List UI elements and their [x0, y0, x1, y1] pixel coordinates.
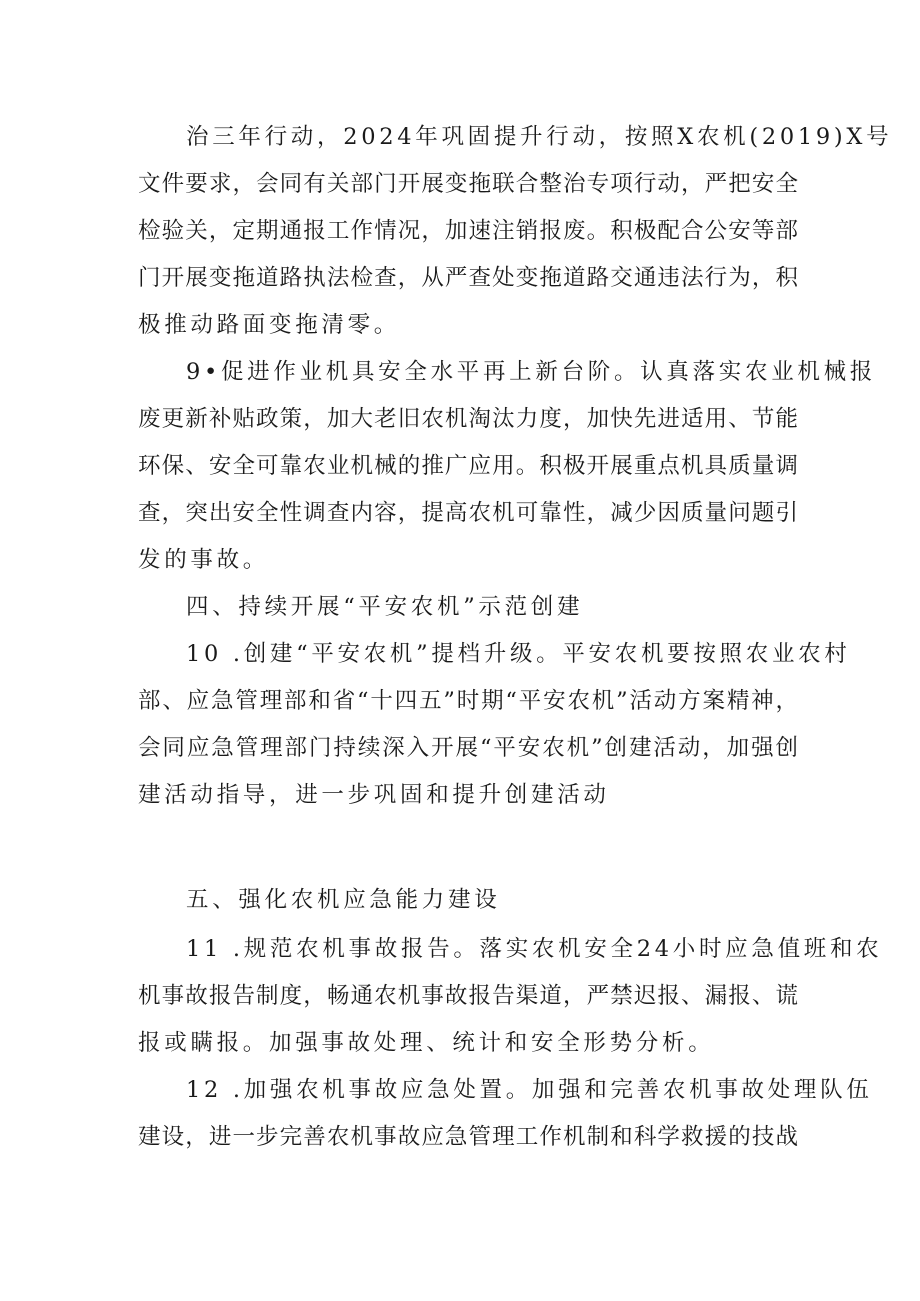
paragraph-line: 9•促进作业机具安全水平再上新台阶。认真落实农业机械报 [186, 359, 876, 385]
paragraph-line: 治三年行动，2024年巩固提升行动，按照X农机(2019)X号 [186, 124, 893, 150]
paragraph-line: 建设，进一步完善农机事故应急管理工作机制和科学救援的技战 [138, 1124, 798, 1150]
section-heading: 五、强化农机应急能力建设 [186, 887, 501, 913]
paragraph-line: 会同应急管理部门持续深入开展“平安农机”创建活动，加强创 [138, 735, 798, 761]
paragraph-line: 发的事故。 [138, 547, 270, 573]
paragraph-line: 环保、安全可靠农业机械的推广应用。积极开展重点机具质量调 [138, 453, 798, 479]
paragraph-line: 部、应急管理部和省“十四五”时期“平安农机”活动方案精神， [138, 688, 798, 714]
paragraph-line: 11 .规范农机事故报告。落实农机安全24小时应急值班和农 [186, 936, 883, 962]
paragraph-line: 极推动路面变拖清零。 [138, 312, 401, 338]
paragraph-line: 废更新补贴政策，加大老旧农机淘汰力度，加快先进适用、节能 [138, 406, 798, 432]
paragraph-line: 门开展变拖道路执法检查，从严查处变拖道路交通违法行为，积 [138, 265, 798, 291]
paragraph-line: 建活动指导，进一步巩固和提升创建活动 [138, 782, 610, 808]
paragraph-line: 查，突出安全性调查内容，提高农机可靠性，减少因质量问题引 [138, 500, 798, 526]
paragraph-line: 报或瞒报。加强事故处理、统计和安全形势分析。 [138, 1030, 715, 1056]
paragraph-line: 文件要求，会同有关部门开展变拖联合整治专项行动，严把安全 [138, 171, 798, 197]
paragraph-line: 检验关，定期通报工作情况，加速注销报废。积极配合公安等部 [138, 218, 798, 244]
paragraph-line: 机事故报告制度，畅通农机事故报告渠道，严禁迟报、漏报、谎 [138, 983, 798, 1009]
paragraph-line: 10 .创建“平安农机”提档升级。平安农机要按照农业农村 [186, 641, 851, 667]
section-heading: 四、持续开展“平安农机”示范创建 [186, 594, 584, 620]
paragraph-line: 12 .加强农机事故应急处置。加强和完善农机事故处理队伍 [186, 1077, 873, 1103]
